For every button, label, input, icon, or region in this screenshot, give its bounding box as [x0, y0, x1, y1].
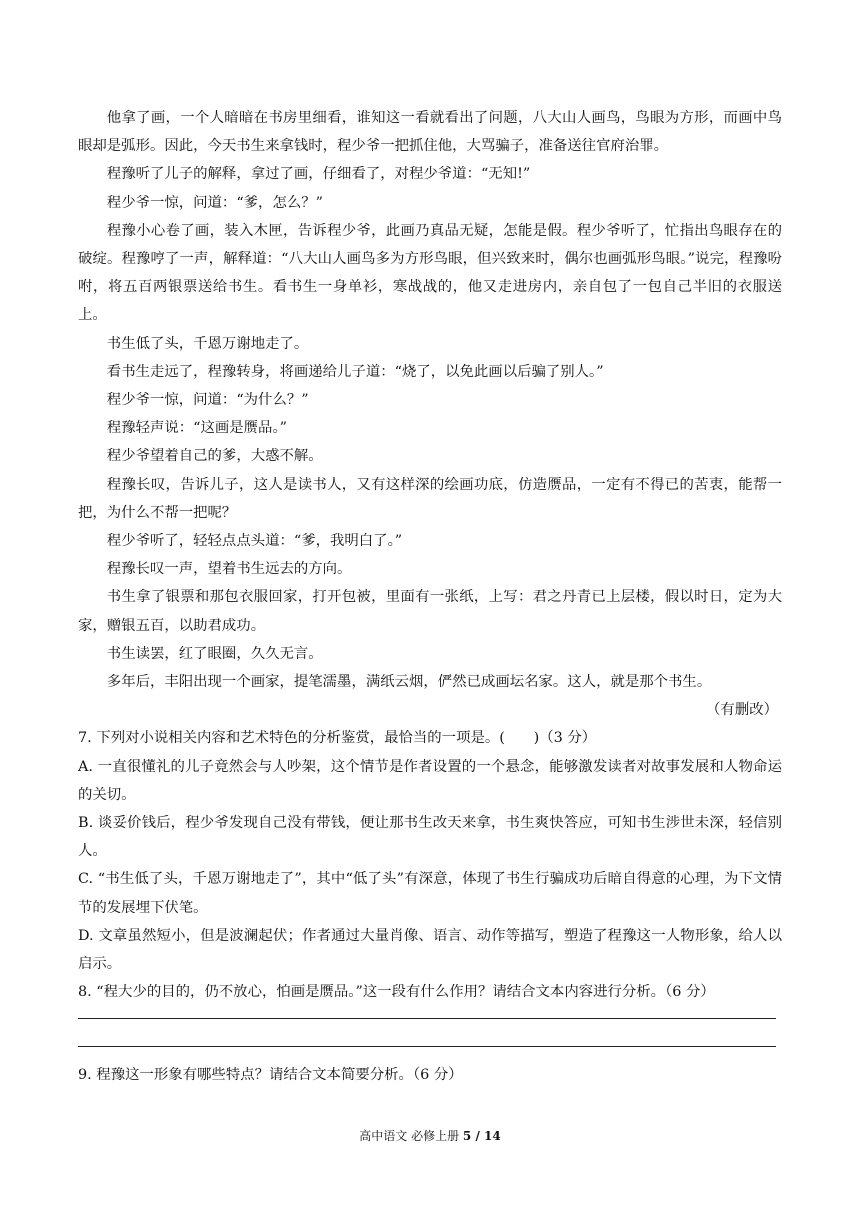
footer-label: 高中语文 必修上册 — [359, 1129, 460, 1143]
story-paragraph: 程豫小心卷了画，装入木匣，告诉程少爷，此画乃真品无疑，怎能是假。程少爷听了，忙指出鸟眼存在的破绽。程豫哼了一声，解释道：“八大山人画鸟多为方形鸟眼，但兴致来时，偶尔也画弧形鸟眼。”说完，程豫吩咐，将五百两银票送给书生。看书生一身单衫，寒战战的，他又走进房内，亲自包了一包自己半旧的衣服送上。 — [78, 222, 782, 324]
story-paragraph: 程豫听了儿子的解释，拿过了画，仔细看了，对程少爷道：“无知!” — [106, 166, 531, 183]
page-footer — [0, 1128, 860, 1144]
question-stem: 8. “程大少的目的，仍不放心，怕画是赝品。”这一段有什么作用？请结合文本内容进行分析。（6 分） — [78, 984, 715, 1001]
story-paragraph: 书生低了头，千恩万谢地走了。 — [106, 335, 309, 352]
page-content — [78, 104, 782, 1089]
question-stem: 9. 程豫这一形象有哪些特点？请结合文本简要分析。（6 分） — [78, 1066, 463, 1083]
option-a: A. 一直很懂礼的儿子竟然会与人吵架，这个情节是作者设置的一个悬念，能够激发读者对故事发展和人物命运的关切。 — [78, 758, 782, 803]
option-d: D. 文章虽然短小，但是波澜起伏；作者通过大量肖像、语言、动作等描写，塑造了程豫这一人物形象，给人以启示。 — [78, 927, 782, 973]
story-paragraph: 程豫长叹，告诉儿子，这人是读书人，又有这样深的绘画功底，仿造赝品，一定有不得已的苦衷，能帮一把，为什么不帮一把呢？ — [78, 476, 782, 521]
question-7 — [78, 724, 782, 978]
story-paragraph: 他拿了画，一个人暗暗在书房里细看，谁知这一看就看出了问题，八大山人画鸟，鸟眼为方形，而画中鸟眼却是弧形。因此，今天书生来拿钱时，程少爷一把抓住他，大骂骗子，准备送往官府治罪。 — [78, 110, 782, 155]
option-c: C. “书生低了头，千恩万谢地走了”，其中“低了头”有深意，体现了书生行骗成功后暗自得意的心理，为下文情节的发展埋下伏笔。 — [78, 871, 782, 916]
story-paragraph: 程少爷一惊，问道：“为什么？” — [106, 392, 309, 409]
story-paragraph: 程少爷望着自己的爹，大惑不解。 — [106, 448, 323, 465]
story-paragraph: 书生读罢，红了眼圈，久久无言。 — [106, 645, 323, 662]
story-paragraph: 书生拿了银票和那包衣服回家，打开包被，里面有一张纸，上写：君之丹青已上层楼，假以时日，定为大家，赠银五百，以助君成功。 — [78, 589, 782, 634]
page-number: 5 / 14 — [462, 1129, 501, 1143]
question-9 — [78, 1061, 782, 1089]
story-paragraph: 多年后，丰阳出现一个画家，提笔濡墨，满纸云烟，俨然已成画坛名家。这人，就是那个书生。 — [106, 674, 712, 691]
story-paragraph: 程少爷一惊，问道：“爹，怎么？” — [106, 194, 323, 211]
question-8 — [78, 978, 782, 1046]
answer-line[interactable] — [78, 1019, 776, 1047]
option-b: B. 谈妥价钱后，程少爷发现自己没有带钱，便让那书生改天来拿，书生爽快答应，可知书生涉世未深，轻信别人。 — [78, 815, 782, 860]
story-paragraph: 程豫轻声说：“这画是赝品。” — [106, 420, 287, 437]
source-note: （有删改） — [706, 702, 778, 719]
answer-line[interactable] — [78, 1007, 776, 1019]
story-paragraph: 程少爷听了，轻轻点点头道：“爹，我明白了。” — [106, 533, 403, 550]
question-stem: 7. 下列对小说相关内容和艺术特色的分析鉴赏，最恰当的一项是。( )（3 分） — [78, 730, 597, 747]
story-paragraph: 看书生走远了，程豫转身，将画递给儿子道：“烧了，以免此画以后骗了别人。” — [106, 363, 604, 380]
story-paragraph: 程豫长叹一声，望着书生远去的方向。 — [106, 561, 352, 578]
